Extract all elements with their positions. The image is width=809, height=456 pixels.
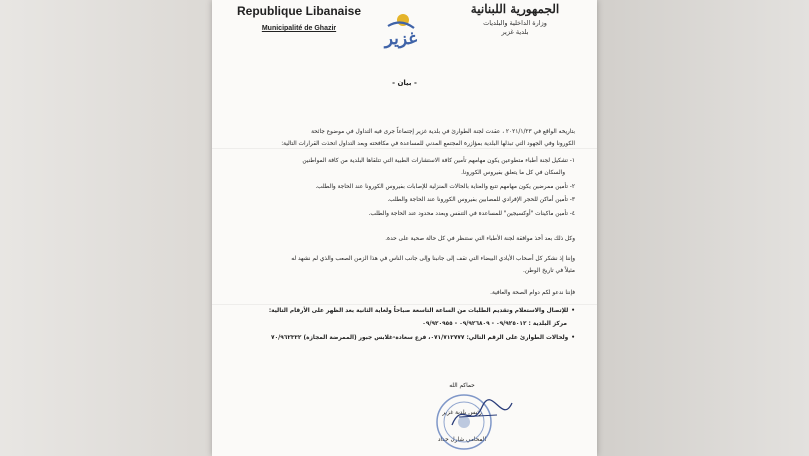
intro-line: الكورونا وفي الجهود التي تبذلها البلدية بمؤازرة المجتمع المدني للمساعدة في مكافحته وبعد التداول اتخذت القرارات التالية:: [281, 141, 575, 147]
decision-item: ٣- تأمين أماكن للحجر الإفرادي للمصابين بفيروس الكورونا عند الحاجة والطلب.: [387, 197, 575, 203]
document-page: [212, 0, 597, 456]
intro-line: بتاريخه الواقع في ٢٠٢١/١/٢٣ ، عقدت لجنة الطوارئ في بلدية غزير إجتماعاً جرى فيه التداول في موضوع جائحة: [311, 129, 575, 135]
ministry-ar: وزارة الداخلية والبلديات: [483, 19, 547, 27]
signature-greeting: حماكم الله: [449, 383, 475, 389]
document-title: - بيان -: [392, 79, 417, 87]
contact-line: مركز البلدية : ٠٩/٩٢٥٠١٢ - ٠٩/٩٢٦٨٠٩ - ٠٩/٩٢٠٩٥٥: [422, 321, 567, 327]
decision-item: ١- تشكيل لجنة أطباء متطوعين يكون مهامهم تأمين كافة الاستشارات الطبية التي تتلقاها البلدية من كافة المواطنين: [302, 158, 575, 164]
republic-ar: الجمهورية اللبنانية: [470, 2, 560, 16]
thanks-line: وإننا إذ نشكر كل أصحاب الأيادي البيضاء التي تقف إلى جانبنا وإلى جانب الناس في هذا الزمن الصعب والذي لم نشهد له: [291, 256, 575, 262]
signature-name: المحامي شارل حداد: [437, 437, 487, 443]
thanks-line: مثيلاً في تاريخ الوطن.: [523, 268, 575, 274]
republic-fr: Republique Libanaise: [236, 4, 362, 18]
background-right: [597, 0, 809, 456]
closing-line: فإننا ندعو لكم دوام الصحة والعافية.: [490, 290, 575, 296]
municipality-fr: Municipalité de Ghazir: [261, 25, 337, 32]
signature-scribble-icon: [447, 395, 517, 435]
municipality-ar: بلدية غزير: [501, 28, 529, 36]
note-line: وكل ذلك بعد أخذ موافقة لجنة الأطباء التي ستنظر في كل حالة صحية على حدة.: [385, 236, 575, 242]
decision-item: والسكان في كل ما يتعلق بفيروس الكورونا.: [461, 170, 565, 176]
municipality-logo: [378, 6, 424, 52]
paper-fold: [212, 148, 597, 149]
contact-line: • للإتصال والاستعلام وتقديم الطلبات من الساعة التاسعة صباحاً ولغاية الثانية بعد الظهر على الأرقام التالية:: [245, 307, 575, 315]
background-left: [0, 0, 212, 456]
contact-line: • ولحالات الطوارئ على الرقم التالي: ٠٧١/٧١٢٧٧٧، فرع سعادة-غلابس جبور (الممرضة المجازة) ٧٠/٩٦٢٣٣٢: [245, 334, 575, 342]
decision-item: ٤- تأمين ماكينات "أوكسيجين" للمساعدة في التنفس وبعدد محدود عند الحاجة والطلب.: [368, 211, 575, 217]
header-arabic: [455, 2, 575, 36]
header-french: [234, 4, 364, 32]
logo-text: غزير: [384, 29, 418, 49]
paper-fold: [212, 304, 597, 305]
decision-item: ٢- تأمين ممرضين يكون مهامهم تتبع والعناية بالحالات المنزلية للإصابات بفيروس الكورونا عند الحاجة والطلب.: [315, 184, 575, 190]
signature-role: رئيس بلدية غزير: [442, 410, 482, 416]
